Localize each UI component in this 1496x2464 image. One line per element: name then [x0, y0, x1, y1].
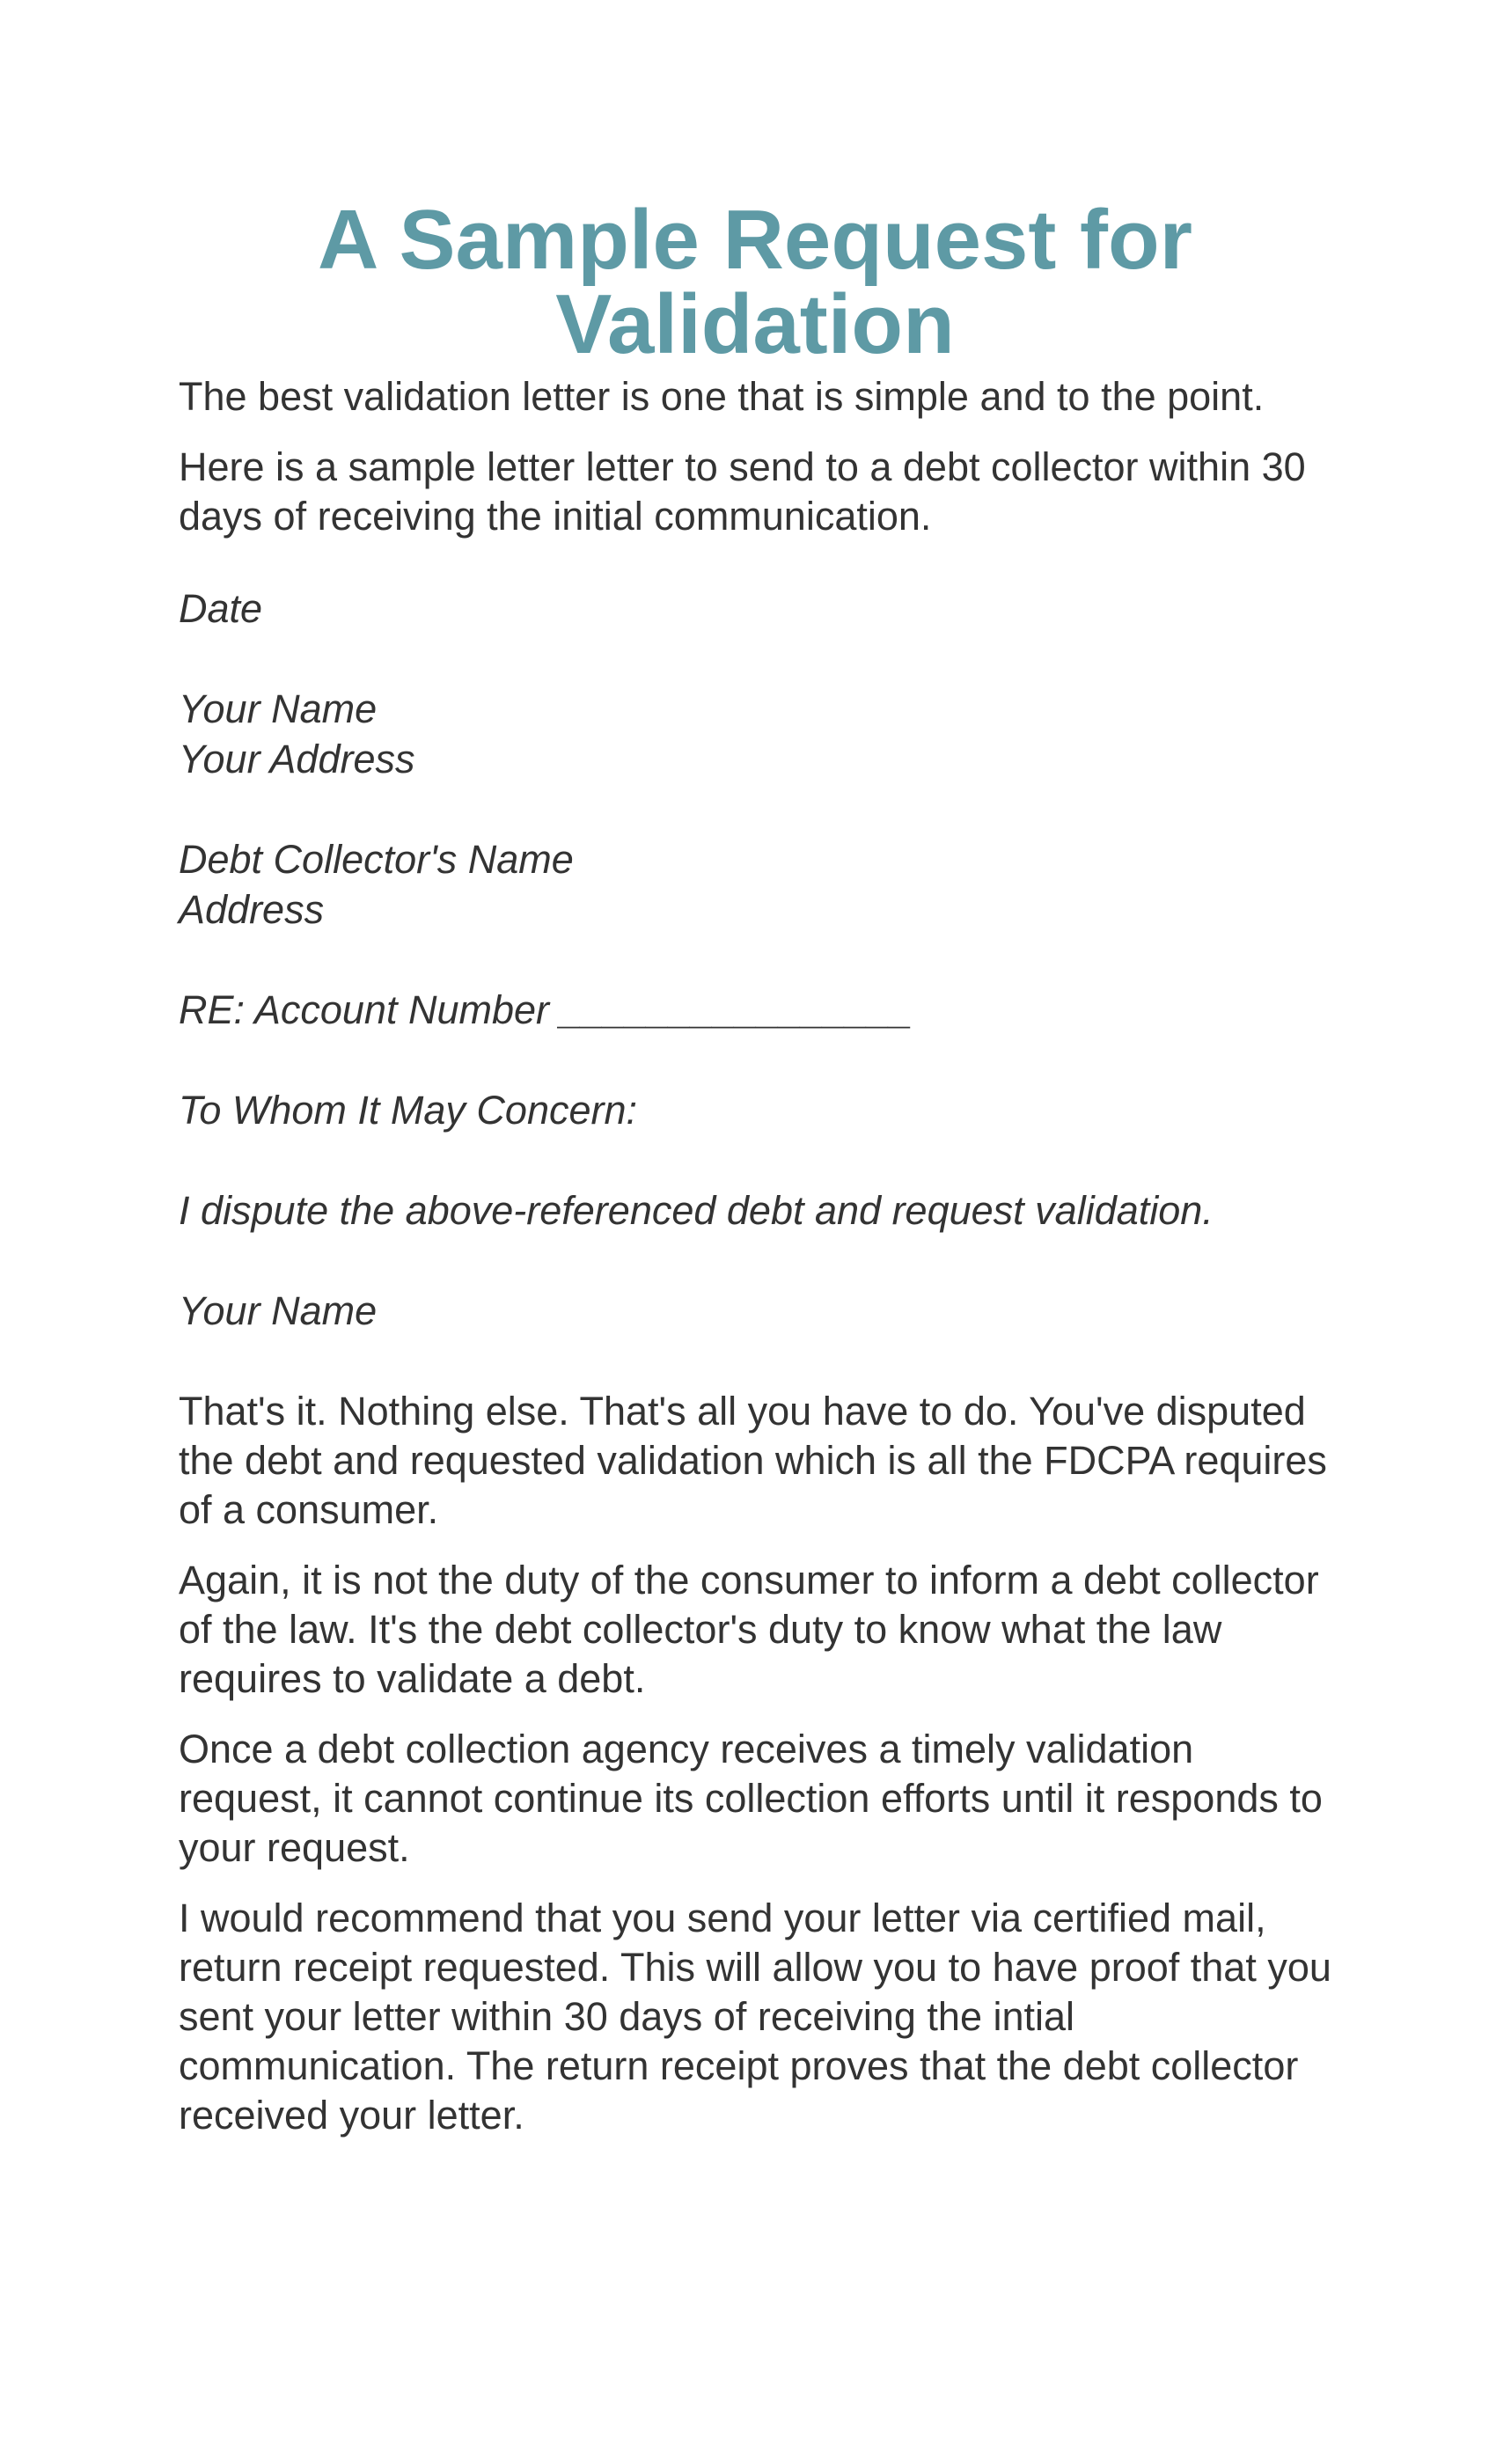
page-title-line-1: A Sample Request for: [318, 193, 1192, 287]
letter-body: I dispute the above-referenced debt and request validation.: [179, 1188, 1214, 1233]
intro-paragraph-2: Here is a sample letter letter to send to a debt collector within 30 days of receiving the initial communication.: [179, 444, 1306, 539]
letter-collector-address: Address: [179, 887, 325, 932]
closing-paragraph-4: I would recommend that you send your letter via certified mail, return receipt requested. This will allow you to have proof that you sent your letter within 30 days of receiving the intial communication. The return receipt proves that the debt collector received your letter.: [179, 1896, 1331, 2138]
letter-your-address: Your Address: [179, 737, 415, 781]
letter-signature: Your Name: [179, 1288, 378, 1333]
closing-paragraph-1: That's it. Nothing else. That's all you have to do. You've disputed the debt and requested validation which is all the FDCPA requires of a consumer.: [179, 1389, 1327, 1532]
letter-salutation: To Whom It May Concern:: [179, 1088, 638, 1133]
intro-paragraph-1: The best validation letter is one that is simple and to the point.: [179, 374, 1265, 419]
letter-date: Date: [179, 586, 263, 631]
closing-paragraph-3: Once a debt collection agency receives a timely validation request, it cannot continue its collection efforts until it responds to your request.: [179, 1727, 1323, 1870]
page-title: [179, 193, 1331, 371]
letter-your-name: Your Name: [179, 686, 378, 731]
letter-re-line: RE: Account Number ________________: [179, 987, 913, 1032]
document-page: [179, 193, 1340, 2140]
letter-collector-name: Debt Collector's Name: [179, 837, 574, 882]
sample-letter: [179, 583, 1340, 1336]
page-title-line-2: Validation: [555, 277, 955, 371]
closing-paragraph-2: Again, it is not the duty of the consumer to inform a debt collector of the law. It's the debt collector's duty to know what the law requires to validate a debt.: [179, 1558, 1319, 1701]
